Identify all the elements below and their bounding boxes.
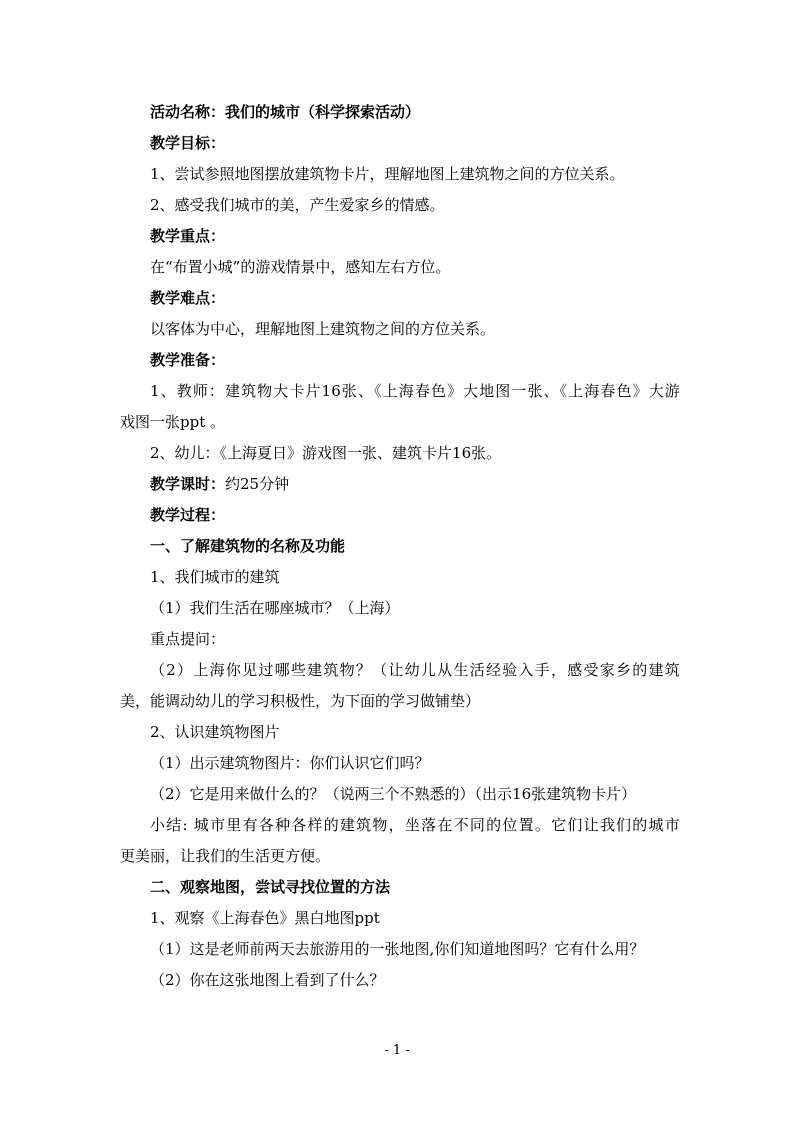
heading-difficulties: 教学难点： (150, 289, 226, 307)
key-point-text: 在“布置小城”的游戏情景中，感知左右方位。 (150, 258, 451, 276)
section-heading-2: 二、观察地图，尝试寻找位置的方法 (150, 878, 391, 896)
heading-duration: 教学课时： (150, 475, 226, 493)
question-2-1-1: （1）这是老师前两天去旅游用的一张地图,你们知道地图吗？它有什么用？ (150, 940, 645, 958)
subsection-1-2: 2、认识建筑物图片 (150, 723, 280, 741)
subsection-1-1: 1、我们城市的建筑 (150, 568, 280, 586)
question-1-1-1: （1）我们生活在哪座城市？（上海） (150, 599, 400, 617)
preparation-children: 2、幼儿：《上海夏日》游戏图一张、建筑卡片16张。 (150, 444, 502, 462)
question-1-2-2: （2）它是用来做什么的？（说两三个不熟悉的）（出示16张建筑物卡片） (150, 785, 637, 803)
question-2-1-2: （2）你在这张地图上看到了什么？ (150, 971, 385, 989)
document-body (120, 97, 680, 996)
key-question-label: 重点提问： (150, 630, 226, 648)
subsection-2-1: 1、观察《上海春色》黑白地图ppt (150, 909, 380, 927)
activity-title: 活动名称：我们的城市（科学探索活动） (150, 103, 421, 121)
preparation-teacher: 1、教师：建筑物大卡片16张、《上海春色》大地图一张、《上海春色》大游 (150, 382, 680, 400)
lesson-duration (120, 469, 680, 500)
question-1-1-2: （2）上海你见过哪些建筑物？（让幼儿从生活经验入手，感受家乡的建筑 (150, 661, 680, 679)
heading-goals: 教学目标： (150, 134, 226, 152)
page-number: - 1 - (384, 1043, 410, 1058)
section-heading-1: 一、了解建筑物的名称及功能 (150, 537, 346, 555)
goal-item-1: 1、尝试参照地图摆放建筑物卡片，理解地图上建筑物之间的方位关系。 (150, 165, 625, 183)
goal-item-2: 2、感受我们城市的美，产生爱家乡的情感。 (150, 196, 445, 214)
question-1-1-2-cont: 美，能调动幼儿的学习积极性，为下面的学习做铺垫） (120, 692, 481, 710)
preparation-teacher-cont: 戏图一张ppt 。 (120, 413, 226, 431)
heading-process: 教学过程： (150, 506, 226, 524)
heading-key-points: 教学重点： (150, 227, 226, 245)
question-1-2-1: （1）出示建筑物图片：你们认识它们吗？ (150, 754, 430, 772)
difficulty-text: 以客体为中心，理解地图上建筑物之间的方位关系。 (150, 320, 496, 338)
duration-value: 约25分钟 (225, 475, 290, 493)
summary-text: 小结: 城市里有各种各样的建筑物，坐落在不同的位置。它们让我们的城市 (150, 816, 680, 834)
heading-preparation: 教学准备： (150, 351, 226, 369)
summary-text-cont: 更美丽，让我们的生活更方便。 (120, 847, 331, 865)
